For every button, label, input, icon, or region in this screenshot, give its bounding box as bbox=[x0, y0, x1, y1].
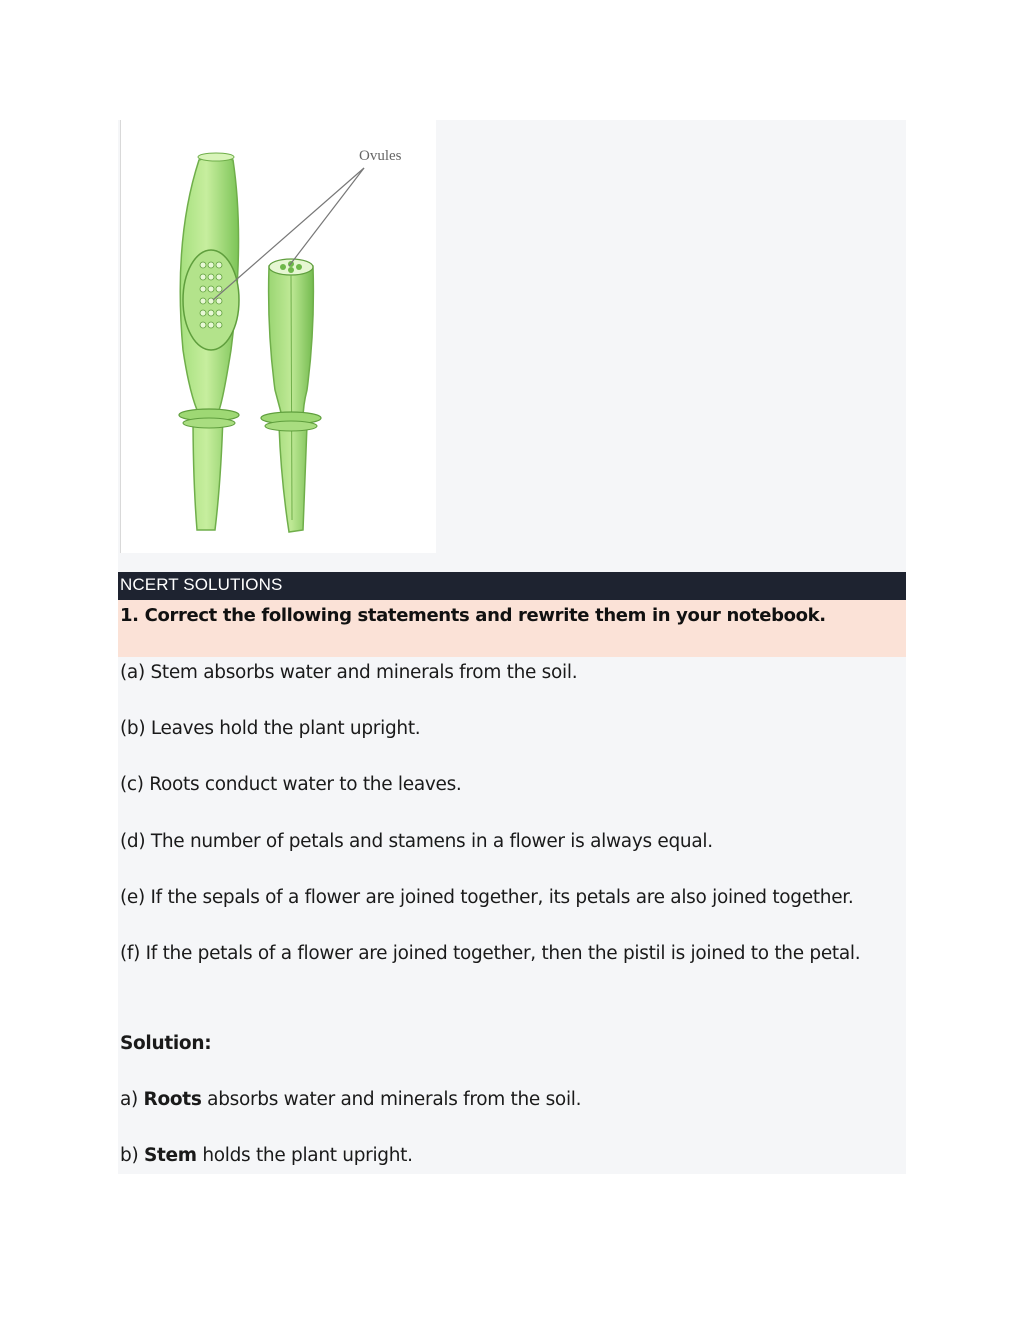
statement-c: (c) Roots conduct water to the leaves. bbox=[120, 774, 462, 795]
solution-heading bbox=[120, 1027, 211, 1060]
pistil-figure bbox=[120, 120, 436, 553]
statement-e: (e) If the sepals of a flower are joined together, its petals are also joined together. bbox=[120, 887, 854, 908]
pistil-cross-section-illustration bbox=[121, 120, 436, 553]
answer-b-keyword: Stem bbox=[143, 1145, 197, 1166]
statement-b: (b) Leaves hold the plant upright. bbox=[120, 718, 421, 739]
question-header bbox=[118, 600, 906, 657]
section-band bbox=[118, 572, 906, 600]
answer-a-prefix: a) bbox=[120, 1089, 144, 1110]
question-heading: 1. Correct the following statements and rewrite them in your notebook. bbox=[120, 605, 826, 626]
answer-b-text: holds the plant upright. bbox=[196, 1145, 413, 1166]
ovules-label: Ovules bbox=[359, 148, 402, 164]
answer-a-keyword: Roots bbox=[143, 1089, 202, 1110]
answer-b bbox=[120, 1139, 413, 1172]
section-title: NCERT SOLUTIONS bbox=[120, 575, 283, 594]
answer-b-prefix: b) bbox=[120, 1145, 144, 1166]
statement-a: (a) Stem absorbs water and minerals from the soil. bbox=[120, 662, 578, 683]
answer-a-text: absorbs water and minerals from the soil. bbox=[201, 1089, 582, 1110]
answer-a bbox=[120, 1083, 581, 1116]
statement-d: (d) The number of petals and stamens in a flower is always equal. bbox=[120, 831, 713, 852]
statement-f: (f) If the petals of a flower are joined together, then the pistil is joined to the petal. bbox=[120, 943, 861, 964]
solution-label: Solution: bbox=[120, 1033, 212, 1054]
